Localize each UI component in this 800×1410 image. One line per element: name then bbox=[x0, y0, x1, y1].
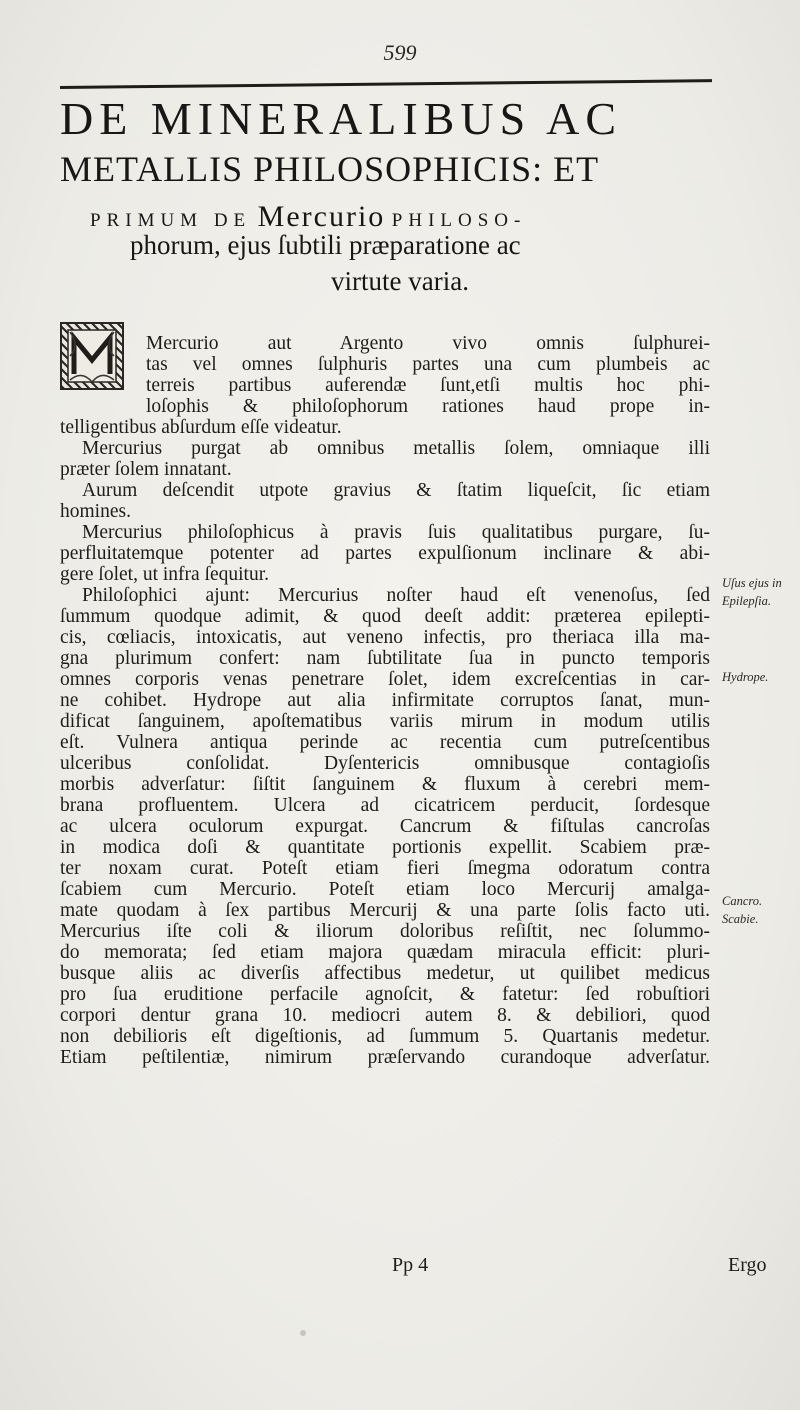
signature-mark: Pp 4 bbox=[392, 1254, 429, 1276]
header-rule bbox=[60, 79, 712, 89]
title-line-5: virtute varia. bbox=[331, 266, 469, 296]
title-primum-de: PRIMUM DE bbox=[90, 210, 252, 231]
text-line: non debilioris eſt digeſtionis, ad ſummum 5. Quartanis medetur. bbox=[60, 1027, 710, 1047]
text-line: ſcabiem cum Mercurio. Poteſt etiam loco Mercurij amalga- bbox=[60, 880, 710, 900]
text-line: dificat ſanguinem, apoſtematibus variis mirum in modum utilis bbox=[60, 712, 710, 732]
text-line: Philoſophici ajunt: Mercurius noſter haud eſt venenoſus, ſed bbox=[82, 586, 710, 606]
text-line: ſummum quodque adimit, & quod deeſt addit: præterea epilepti- bbox=[60, 607, 710, 627]
text-line: Etiam peſtilentiæ, nimirum præſervando curandoque adverſatur. bbox=[60, 1048, 710, 1068]
text-line: gna plurimum confert: nam ſubtilitate ſua in puncto temporis bbox=[60, 649, 710, 669]
text-line: Mercurio aut Argento vivo omnis ſulphurei- bbox=[146, 334, 710, 354]
text-line: Mercurius iſte coli & iliorum doloribus reſiſtit, nec ſolummo- bbox=[60, 922, 710, 942]
text-line: ac ulcera oculorum expurgat. Cancrum & fiſtulas cancroſas bbox=[60, 817, 710, 837]
text-line: telligentibus abſurdum eſſe videatur. bbox=[60, 418, 342, 438]
text-line: eſt. Vulnera antiqua perinde ac recentia cum putreſcentibus bbox=[60, 733, 710, 753]
text-line: omnes corporis venas penetrare ſolet, idem excreſcentias in car- bbox=[60, 670, 710, 690]
paper-blemish bbox=[300, 1330, 306, 1336]
margin-note: Epilepſia. bbox=[722, 594, 771, 608]
ornamental-initial-m bbox=[60, 322, 124, 390]
catchword: Ergo bbox=[728, 1254, 767, 1276]
text-line: tas vel omnes ſulphuris partes una cum plumbeis ac bbox=[146, 355, 710, 375]
text-line: morbis adverſatur: ſiſtit ſanguinem & fluxum à cerebri mem- bbox=[60, 775, 710, 795]
title-line-4: phorum, ejus ſubtili præparatione ac bbox=[130, 230, 521, 260]
title-mercurio: Mercurio bbox=[257, 200, 386, 233]
text-line: brana profluentem. Ulcera ad cicatricem perducit, ſordesque bbox=[60, 796, 710, 816]
text-line: ulceribus conſolidat. Dyſentericis omnibusque contagioſis bbox=[60, 754, 710, 774]
text-line: terreis partibus auferendæ ſunt,etſi multis hoc phi- bbox=[146, 376, 710, 396]
text-line: busque aliis ac diverſis affectibus medetur, ut quilibet medicus bbox=[60, 964, 710, 984]
text-line: ne cohibet. Hydrope aut alia infirmitate corruptos ſanat, mun- bbox=[60, 691, 710, 711]
margin-note: Hydrope. bbox=[722, 670, 769, 684]
text-line: in modica doſi & quantitate portionis expellit. Scabiem præ- bbox=[60, 838, 710, 858]
text-line: cis, cœliacis, intoxicatis, aut veneno infectis, pro theriaca illa ma- bbox=[60, 628, 710, 648]
margin-note: Cancro. bbox=[722, 894, 763, 908]
text-line: pro ſua eruditione perfacile agnoſcit, & fatetur: ſed robuſtiori bbox=[60, 985, 710, 1005]
margin-note: Uſus ejus in bbox=[722, 576, 782, 590]
text-line: præter ſolem innatant. bbox=[60, 460, 232, 480]
text-line: perfluitatemque potenter ad partes expulſionum inclinare & abi- bbox=[60, 544, 710, 564]
text-line: Aurum deſcendit utpote gravius & ſtatim liqueſcit, ſic etiam bbox=[82, 481, 710, 501]
text-line: loſophis & philoſophorum rationes haud prope in- bbox=[146, 397, 710, 417]
text-line: mate quodam à ſex partibus Mercurij & una parte ſolis facto uti. bbox=[60, 901, 710, 921]
title-line-3 bbox=[90, 200, 526, 234]
text-line: gere ſolet, ut infra ſequitur. bbox=[60, 565, 270, 585]
text-line: ter noxam curat. Poteſt etiam fieri ſmegma odoratum contra bbox=[60, 859, 710, 879]
margin-note: Scabie. bbox=[722, 912, 759, 926]
text-line: Mercurius purgat ab omnibus metallis ſolem, omniaque illi bbox=[82, 439, 710, 459]
title-philoso: PHILOSO- bbox=[391, 210, 527, 231]
text-line: corpori dentur grana 10. mediocri autem 8. & debiliori, quod bbox=[60, 1006, 710, 1026]
title-line-1: DE MINERALIBUS AC bbox=[60, 93, 623, 144]
text-line: do memorata; ſed etiam majora quædam miracula efficit: pluri- bbox=[60, 943, 710, 963]
text-line: homines. bbox=[60, 502, 131, 522]
page-number: 599 bbox=[383, 40, 417, 65]
title-line-2: METALLIS PHILOSOPHICIS: ET bbox=[60, 149, 600, 189]
text-line: Mercurius philoſophicus à pravis ſuis qualitatibus purgare, ſu- bbox=[82, 523, 710, 543]
